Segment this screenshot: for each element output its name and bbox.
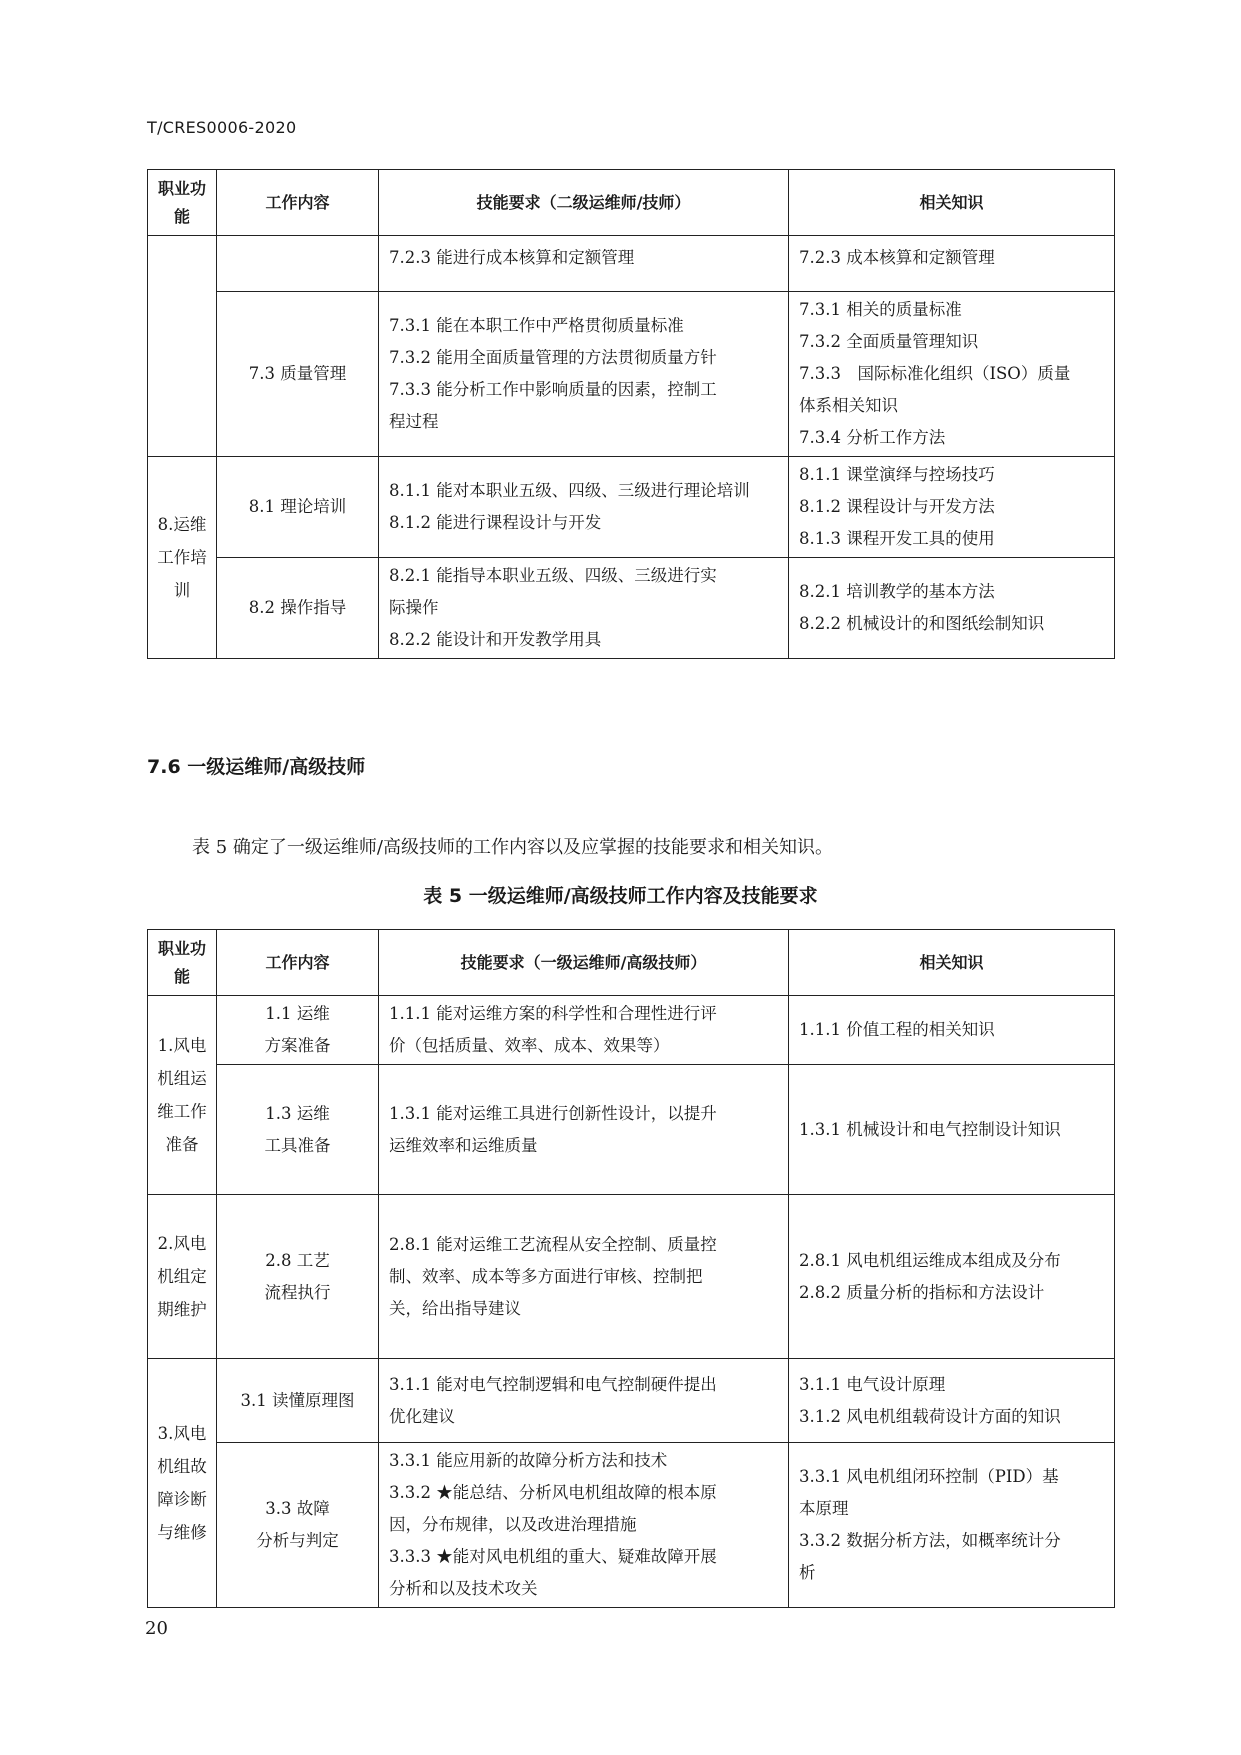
knowledge-line: 8.1.3 课程开发工具的使用 (799, 529, 995, 548)
work-cell (217, 236, 379, 292)
knowledge-line: 本原理 (799, 1499, 849, 1518)
header-skills: 技能要求（一级运维师/高级技师） (379, 930, 789, 996)
skill-line: 分析和以及技术攻关 (389, 1579, 538, 1598)
function-cell: 2.风电机组定期维护 (148, 1195, 217, 1359)
knowledge-line: 2.8.1 风电机组运维成本组成及分布 (799, 1250, 1061, 1270)
skill-line: 优化建议 (389, 1406, 455, 1426)
skill-line: 际操作 (389, 598, 439, 617)
knowledge-line: 8.1.1 课堂演绎与控场技巧 (799, 465, 995, 484)
knowledge-line: 3.3.2 数据分析方法，如概率统计分 (799, 1531, 1061, 1550)
knowledge-line: 体系相关知识 (799, 396, 898, 415)
skill-line: 7.3.1 能在本职工作中严格贯彻质量标准 (389, 316, 684, 335)
skill-line: 8.2.1 能指导本职业五级、四级、三级进行实 (389, 566, 717, 585)
skill-line: 3.3.2 ★能总结、分析风电机组故障的根本原 (389, 1483, 717, 1502)
function-cell-empty (148, 236, 217, 457)
header-knowledge: 相关知识 (789, 930, 1115, 996)
work-cell (217, 1195, 379, 1359)
skill-line: 制、效率、成本等多方面进行审核、控制把 (389, 1266, 703, 1286)
knowledge-line: 7.3.4 分析工作方法 (799, 428, 946, 447)
knowledge-line: 8.1.2 课程设计与开发方法 (799, 497, 995, 516)
header-knowledge: 相关知识 (789, 170, 1115, 236)
knowledge-line: 8.2.2 机械设计的和图纸绘制知识 (799, 614, 1045, 633)
document-id: T/CRES0006-2020 (147, 118, 297, 137)
knowledge-cell (789, 996, 1115, 1065)
intro-paragraph: 表 5 确定了一级运维师/高级技师的工作内容以及应掌握的技能要求和相关知识。 (192, 837, 833, 858)
skill-line: 3.1.1 能对电气控制逻辑和电气控制硬件提出 (389, 1374, 717, 1394)
work-line: 工具准备 (264, 1135, 331, 1155)
knowledge-cell (789, 1195, 1115, 1359)
skills-cell (379, 236, 789, 292)
knowledge-line: 7.3.3 国际标准化组织（ISO）质量 (799, 364, 1071, 383)
table-row (148, 292, 1115, 457)
knowledge-line: 8.2.1 培训教学的基本方法 (799, 582, 995, 601)
skills-cell (379, 457, 789, 558)
skills-table-level1 (147, 929, 1115, 1608)
function-cell: 3.风电机组故障诊断与维修 (148, 1359, 217, 1608)
skill-line: 程过程 (389, 412, 439, 431)
skill-line: 因，分布规律，以及改进治理措施 (389, 1515, 637, 1534)
knowledge-line: 析 (799, 1563, 816, 1582)
table-row (148, 558, 1115, 659)
skill-line: 8.2.2 能设计和开发教学用具 (389, 630, 602, 649)
work-line: 流程执行 (264, 1282, 331, 1302)
work-cell (217, 1359, 379, 1443)
function-cell: 8.运维工作培训 (148, 457, 217, 659)
knowledge-line: 2.8.2 质量分析的指标和方法设计 (799, 1282, 1045, 1302)
work-cell (217, 1443, 379, 1608)
header-skills: 技能要求（二级运维师/技师） (379, 170, 789, 236)
work-line: 分析与判定 (256, 1531, 339, 1550)
skills-table-level2 (147, 169, 1115, 659)
skills-cell (379, 1065, 789, 1195)
work-line: 1.1 运维 (265, 1004, 330, 1023)
knowledge-line: 1.1.1 价值工程的相关知识 (799, 1020, 995, 1039)
skill-line: 3.3.3 ★能对风电机组的重大、疑难故障开展 (389, 1547, 717, 1566)
skills-cell (379, 558, 789, 659)
header-work: 工作内容 (217, 170, 379, 236)
skill-line: 8.1.2 能进行课程设计与开发 (389, 513, 602, 532)
skill-line: 1.3.1 能对运维工具进行创新性设计，以提升 (389, 1103, 717, 1123)
skill-line: 1.1.1 能对运维方案的科学性和合理性进行评 (389, 1004, 717, 1023)
knowledge-cell (789, 558, 1115, 659)
table-row (148, 236, 1115, 292)
work-cell: 8.2 操作指导 (217, 558, 379, 659)
skills-cell (379, 1195, 789, 1359)
skill-line: 3.3.1 能应用新的故障分析方法和技术 (389, 1451, 668, 1470)
page-number: 20 (145, 1618, 168, 1639)
header-function: 职业功能 (148, 170, 217, 236)
knowledge-line: 3.3.1 风电机组闭环控制（PID）基 (799, 1467, 1059, 1486)
knowledge-line: 3.1.2 风电机组载荷设计方面的知识 (799, 1406, 1061, 1426)
table-header-row (148, 930, 1115, 996)
knowledge-cell (789, 1065, 1115, 1195)
table-row (148, 996, 1115, 1065)
table-header-row (148, 170, 1115, 236)
knowledge-line: 1.3.1 机械设计和电气控制设计知识 (799, 1119, 1061, 1139)
work-cell: 7.3 质量管理 (217, 292, 379, 457)
header-work: 工作内容 (217, 930, 379, 996)
knowledge-cell (789, 457, 1115, 558)
table-row (148, 1443, 1115, 1608)
work-line: 2.8 工艺 (265, 1250, 330, 1270)
header-function: 职业功能 (148, 930, 217, 996)
table-row (148, 457, 1115, 558)
skill-line: 关，给出指导建议 (389, 1298, 521, 1318)
skills-cell (379, 292, 789, 457)
skill-line: 7.3.2 能用全面质量管理的方法贯彻质量方针 (389, 348, 717, 367)
skill-line: 7.3.3 能分析工作中影响质量的因素，控制工 (389, 380, 717, 399)
skill-line: 8.1.1 能对本职业五级、四级、三级进行理论培训 (389, 481, 750, 500)
knowledge-line: 7.3.2 全面质量管理知识 (799, 332, 979, 351)
table-row (148, 1359, 1115, 1443)
knowledge-cell (789, 1359, 1115, 1443)
work-cell (217, 1065, 379, 1195)
work-cell (217, 996, 379, 1065)
work-line: 1.3 运维 (265, 1103, 330, 1123)
knowledge-line: 7.2.3 成本核算和定额管理 (799, 248, 995, 267)
knowledge-cell (789, 292, 1115, 457)
work-line: 3.1 读懂原理图 (240, 1390, 355, 1410)
knowledge-line: 7.3.1 相关的质量标准 (799, 300, 962, 319)
knowledge-cell (789, 236, 1115, 292)
knowledge-line: 3.1.1 电气设计原理 (799, 1374, 946, 1394)
table-caption: 表 5 一级运维师/高级技师工作内容及技能要求 (423, 885, 818, 907)
skills-cell (379, 1443, 789, 1608)
function-cell: 1.风电机组运维工作准备 (148, 996, 217, 1195)
skill-line: 7.2.3 能进行成本核算和定额管理 (389, 248, 635, 267)
table-row (148, 1195, 1115, 1359)
section-heading: 7.6 一级运维师/高级技师 (147, 756, 366, 778)
skill-line: 运维效率和运维质量 (389, 1135, 538, 1155)
table-row (148, 1065, 1115, 1195)
skills-cell (379, 1359, 789, 1443)
work-cell: 8.1 理论培训 (217, 457, 379, 558)
knowledge-cell (789, 1443, 1115, 1608)
skills-cell (379, 996, 789, 1065)
skill-line: 2.8.1 能对运维工艺流程从安全控制、质量控 (389, 1234, 717, 1254)
skill-line: 价（包括质量、效率、成本、效果等） (389, 1036, 670, 1055)
work-line: 方案准备 (264, 1036, 331, 1055)
work-line: 3.3 故障 (265, 1499, 330, 1518)
